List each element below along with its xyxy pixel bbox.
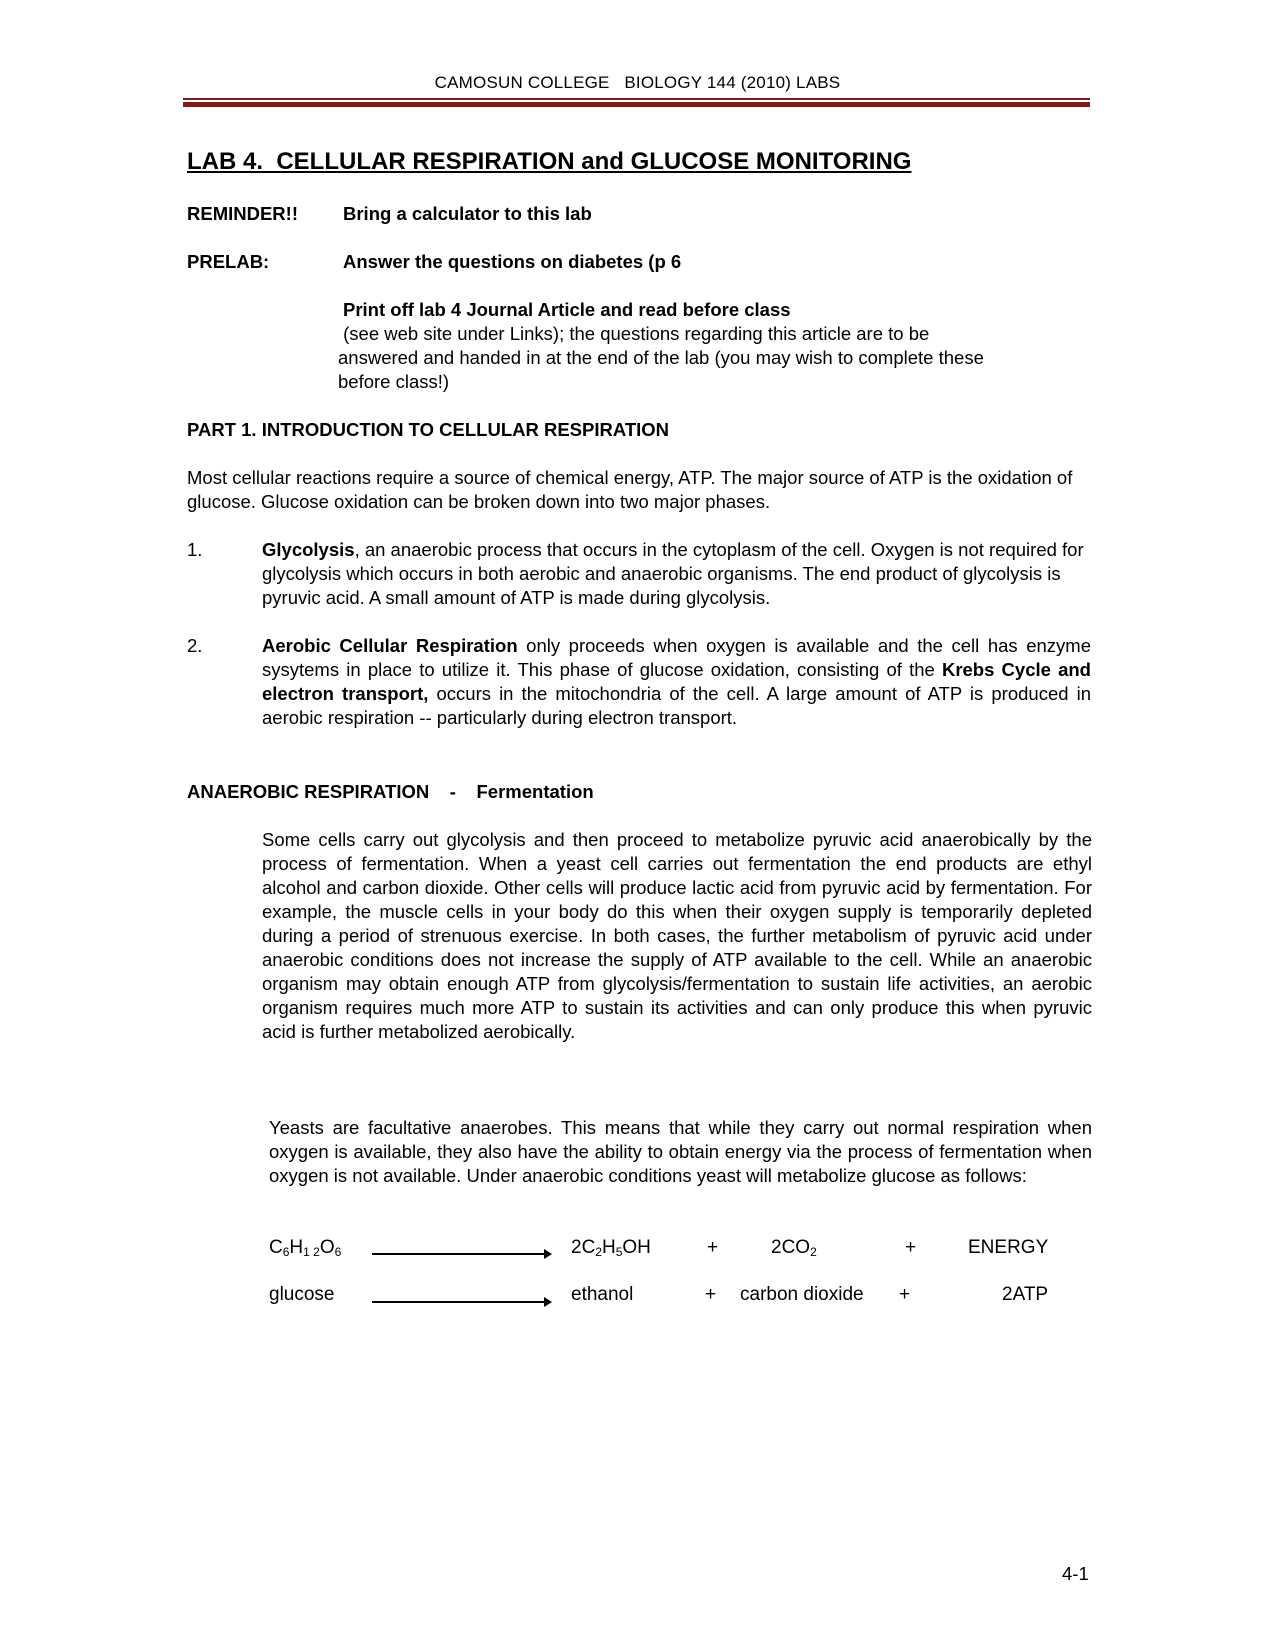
ethanol-coef: 2C xyxy=(571,1237,596,1258)
reaction-arrow-2 xyxy=(372,1301,550,1303)
formula-h: H xyxy=(289,1237,304,1258)
list-item-aerobic xyxy=(262,634,1091,730)
co2-o-count: 2 xyxy=(810,1245,817,1259)
aerobic-text-b: occurs in the mitochondria of the cell. A large amount of ATP is produced in aerobic respiration -- particularly during electron transport. xyxy=(262,683,1092,728)
list-number-2: 2. xyxy=(187,635,203,656)
plus-sign-4: + xyxy=(899,1284,911,1305)
formula-o-count: 6 xyxy=(334,1245,342,1259)
reaction-arrow-1 xyxy=(372,1253,550,1255)
anaerobic-paragraph-2: Yeasts are facultative anaerobes. This means that while they carry out normal respiration when oxygen is available, they also have the ability to obtain energy via the process of fermentation when oxygen is not available. Under anaerobic conditions yeast will metabolize glucose as follows: xyxy=(269,1117,1092,1186)
prelab-label: PRELAB: xyxy=(187,251,270,272)
term-glycolysis: Glycolysis xyxy=(262,539,355,560)
plus-sign-2: + xyxy=(905,1237,917,1258)
formula-c-count: 6 xyxy=(282,1245,290,1259)
running-header: CAMOSUN COLLEGE BIOLOGY 144 (2010) LABS xyxy=(434,73,841,92)
equation-co2-formula xyxy=(771,1237,817,1259)
lab-title: LAB 4. CELLULAR RESPIRATION and GLUCOSE MONITORING xyxy=(187,148,912,175)
term-aerobic-respiration: Aerobic Cellular Respiration xyxy=(262,635,518,656)
header-rule-thick xyxy=(183,102,1090,107)
reminder-label: REMINDER!! xyxy=(187,203,298,224)
term-krebs-electron-transport: Krebs Cycle and electron transport, xyxy=(262,659,1091,704)
prelab-item-2-line-1: (see web site under Links); the questions regarding this article are to be xyxy=(338,323,930,344)
formula-h-count: 1 2 xyxy=(303,1245,320,1259)
glycolysis-text: , an anaerobic process that occurs in the cytoplasm of the cell. Oxygen is not required for glycolysis which occurs in both aerobic and anaerobic organisms. The end product of glycolysis is pyruvic acid. A small amount of ATP is made during glycolysis. xyxy=(262,539,1084,608)
prelab-item-2-heading: Print off lab 4 Journal Article and read before class xyxy=(343,299,791,320)
header-rule-thin xyxy=(183,98,1090,100)
anaerobic-paragraph-1: Some cells carry out glycolysis and then proceed to metabolize pyruvic acid anaerobically by the process of fermentation. When a yeast cell carries out fermentation the end products are ethyl alcohol and carbon dioxide. Other cells will produce lactic acid from pyruvic acid by fermentation. For example, the muscle cells in your body do this when their oxygen supply is temporarily depleted during a period of strenuous exercise. In both cases, the further metabolism of pyruvic acid under anaerobic conditions does not increase the supply of ATP available to the cell. While an anaerobic organism may obtain enough ATP from glycolysis/fermentation to sustain life activities, an aerobic organism requires much more ATP to sustain its activities and can only produce this when pyruvic acid is further metabolized aerobically. xyxy=(262,829,1092,1042)
plus-sign-1: + xyxy=(707,1237,719,1258)
part1-intro: Most cellular reactions require a source of chemical energy, ATP. The major source of ATP is the oxidation of glucose. Glucose oxidation can be broken down into two major phases. xyxy=(187,467,1073,512)
formula-c: C xyxy=(269,1237,283,1258)
anaerobic-heading: ANAEROBIC RESPIRATION - Fermentation xyxy=(187,781,594,802)
prelab-item-2-line-2: answered and handed in at the end of the lab (you may wish to complete these xyxy=(338,347,984,368)
list-number-1: 1. xyxy=(187,539,203,560)
reminder-text: Bring a calculator to this lab xyxy=(343,203,592,224)
word-ethanol: ethanol xyxy=(571,1284,634,1305)
prelab-item-1: Answer the questions on diabetes (p 6 xyxy=(343,251,682,272)
aerobic-text-a: only proceeds when oxygen is available and the cell has enzyme sysytems in place to utilize it. This phase of glucose oxidation, consisting of the xyxy=(262,635,1091,680)
ethanol-c-count: 2 xyxy=(595,1245,602,1259)
equation-glucose-formula xyxy=(269,1237,341,1259)
page-number: 4-1 xyxy=(1062,1563,1089,1584)
plus-sign-3: + xyxy=(705,1284,717,1305)
formula-o: O xyxy=(319,1237,335,1258)
word-glucose: glucose xyxy=(269,1284,335,1305)
prelab-item-2-line-3: before class!) xyxy=(338,371,450,392)
ethanol-h-count: 5 xyxy=(615,1245,623,1259)
equation-ethanol-formula xyxy=(571,1237,651,1259)
part1-heading: PART 1. INTRODUCTION TO CELLULAR RESPIRATION xyxy=(187,419,670,440)
word-2atp: 2ATP xyxy=(1002,1284,1049,1305)
list-item-glycolysis xyxy=(262,538,1091,610)
co2-base: 2CO xyxy=(771,1237,811,1258)
equation-energy: ENERGY xyxy=(968,1237,1049,1258)
word-carbon-dioxide: carbon dioxide xyxy=(740,1284,864,1305)
ethanol-h: H xyxy=(601,1237,616,1258)
ethanol-oh: OH xyxy=(622,1237,651,1258)
